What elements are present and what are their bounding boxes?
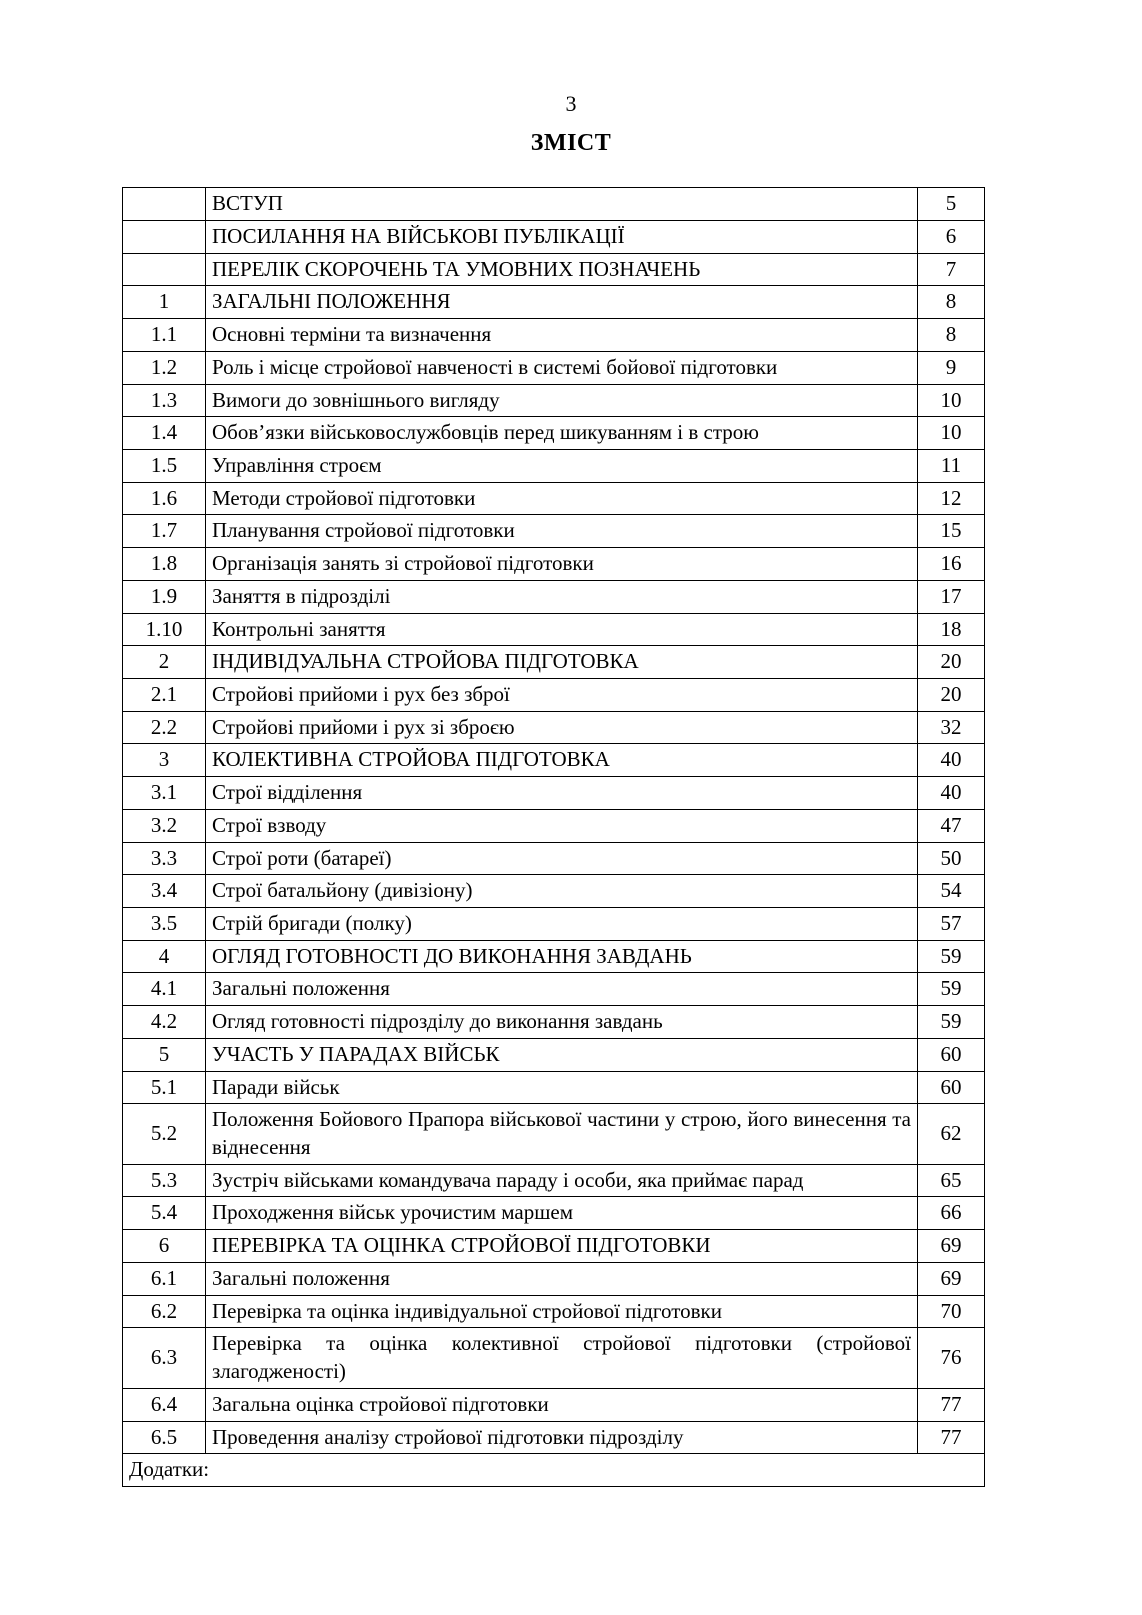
toc-row xyxy=(123,188,985,221)
toc-row xyxy=(123,744,985,777)
toc-row-number xyxy=(123,220,206,253)
toc-row-title: Проходження військ урочистим маршем xyxy=(206,1197,918,1230)
toc-row-title: Методи стройової підготовки xyxy=(206,482,918,515)
toc-row-number: 5 xyxy=(123,1038,206,1071)
toc-row-title: Зустріч військами командувача параду і особи, яка приймає парад xyxy=(206,1164,918,1197)
toc-row-title: ВСТУП xyxy=(206,188,918,221)
toc-row-title: ІНДИВІДУАЛЬНА СТРОЙОВА ПІДГОТОВКА xyxy=(206,646,918,679)
toc-row-title: ОГЛЯД ГОТОВНОСТІ ДО ВИКОНАННЯ ЗАВДАНЬ xyxy=(206,940,918,973)
toc-row-title: Строї роти (батареї) xyxy=(206,842,918,875)
toc-row-page: 8 xyxy=(918,319,985,352)
toc-row-title: Роль і місце стройової навченості в системі бойової підготовки xyxy=(206,351,918,384)
toc-row xyxy=(123,384,985,417)
toc-row xyxy=(123,875,985,908)
toc-row-title: Загальні положення xyxy=(206,1262,918,1295)
toc-row-title: ПОСИЛАННЯ НА ВІЙСЬКОВІ ПУБЛІКАЦІЇ xyxy=(206,220,918,253)
toc-row-number: 6.5 xyxy=(123,1421,206,1454)
toc-row-number: 1.8 xyxy=(123,548,206,581)
toc-row-number: 1.1 xyxy=(123,319,206,352)
toc-row-page: 65 xyxy=(918,1164,985,1197)
toc-row-title: ПЕРЕЛІК СКОРОЧЕНЬ ТА УМОВНИХ ПОЗНАЧЕНЬ xyxy=(206,253,918,286)
toc-row-title: Проведення аналізу стройової підготовки підрозділу xyxy=(206,1421,918,1454)
toc-row-title: Стройові прийоми і рух без зброї xyxy=(206,678,918,711)
toc-row-title: Стройові прийоми і рух зі зброєю xyxy=(206,711,918,744)
toc-row-title: Обов’язки військовослужбовців перед шикуванням і в строю xyxy=(206,417,918,450)
toc-row-title: Вимоги до зовнішнього вигляду xyxy=(206,384,918,417)
toc-row-page: 17 xyxy=(918,580,985,613)
toc-footer-body xyxy=(123,1454,985,1487)
toc-row-title: Строї відділення xyxy=(206,777,918,810)
toc-row xyxy=(123,482,985,515)
toc-row-page: 32 xyxy=(918,711,985,744)
toc-row-number: 1 xyxy=(123,286,206,319)
toc-row-title: Основні терміни та визначення xyxy=(206,319,918,352)
toc-row-page: 76 xyxy=(918,1328,985,1388)
toc-row-page: 10 xyxy=(918,384,985,417)
toc-row xyxy=(123,842,985,875)
toc-row-page: 59 xyxy=(918,940,985,973)
toc-row-number xyxy=(123,253,206,286)
toc-row xyxy=(123,1328,985,1388)
toc-row-page: 6 xyxy=(918,220,985,253)
toc-row xyxy=(123,515,985,548)
toc-row-number: 5.2 xyxy=(123,1104,206,1164)
page-number: 3 xyxy=(565,91,577,116)
toc-row-page: 5 xyxy=(918,188,985,221)
toc-row-page: 60 xyxy=(918,1071,985,1104)
toc-row-number: 6.2 xyxy=(123,1295,206,1328)
toc-row xyxy=(123,1295,985,1328)
toc-row-title: ПЕРЕВІРКА ТА ОЦІНКА СТРОЙОВОЇ ПІДГОТОВКИ xyxy=(206,1230,918,1263)
toc-row-page: 77 xyxy=(918,1388,985,1421)
toc-row-page: 16 xyxy=(918,548,985,581)
toc-row-title: Контрольні заняття xyxy=(206,613,918,646)
toc-row xyxy=(123,940,985,973)
toc-row xyxy=(123,1421,985,1454)
toc-row-number: 6.4 xyxy=(123,1388,206,1421)
toc-row-number: 3.3 xyxy=(123,842,206,875)
toc-row-page: 57 xyxy=(918,908,985,941)
toc-row-number: 4.2 xyxy=(123,1006,206,1039)
toc-row-number: 5.4 xyxy=(123,1197,206,1230)
toc-row-title: Строї взводу xyxy=(206,809,918,842)
toc-row-number: 1.4 xyxy=(123,417,206,450)
toc-row-title: УЧАСТЬ У ПАРАДАХ ВІЙСЬК xyxy=(206,1038,918,1071)
toc-footer-label: Додатки: xyxy=(123,1454,985,1487)
toc-body xyxy=(123,188,985,1454)
toc-row-page: 12 xyxy=(918,482,985,515)
toc-row xyxy=(123,220,985,253)
toc-row-page: 66 xyxy=(918,1197,985,1230)
toc-row-number: 6.3 xyxy=(123,1328,206,1388)
toc-row xyxy=(123,417,985,450)
toc-row xyxy=(123,449,985,482)
toc-row xyxy=(123,1230,985,1263)
toc-row-title: Огляд готовності підрозділу до виконання завдань xyxy=(206,1006,918,1039)
toc-row-page: 47 xyxy=(918,809,985,842)
toc-row-number: 3.4 xyxy=(123,875,206,908)
toc-row-title: Організація занять зі стройової підготовки xyxy=(206,548,918,581)
toc-row xyxy=(123,1164,985,1197)
toc-row xyxy=(123,809,985,842)
toc-row-number: 1.10 xyxy=(123,613,206,646)
toc-row xyxy=(123,351,985,384)
toc-row-title: Стрій бригади (полку) xyxy=(206,908,918,941)
toc-row xyxy=(123,1388,985,1421)
toc-row-title: Управління строєм xyxy=(206,449,918,482)
toc-row-number: 5.1 xyxy=(123,1071,206,1104)
toc-row xyxy=(123,711,985,744)
toc-row-number: 3.5 xyxy=(123,908,206,941)
toc-row xyxy=(123,1071,985,1104)
toc-row-page: 15 xyxy=(918,515,985,548)
toc-row xyxy=(123,580,985,613)
toc-row-page: 59 xyxy=(918,973,985,1006)
toc-row xyxy=(123,1197,985,1230)
toc-row-page: 62 xyxy=(918,1104,985,1164)
toc-row xyxy=(123,253,985,286)
toc-row-number: 2 xyxy=(123,646,206,679)
toc-row xyxy=(123,1006,985,1039)
toc-table xyxy=(122,187,985,1487)
toc-row xyxy=(123,1262,985,1295)
toc-footer-row xyxy=(123,1454,985,1487)
toc-row-page: 9 xyxy=(918,351,985,384)
toc-row-page: 50 xyxy=(918,842,985,875)
toc-row-number: 6 xyxy=(123,1230,206,1263)
toc-row-page: 20 xyxy=(918,678,985,711)
toc-row-number: 2.2 xyxy=(123,711,206,744)
toc-row-number: 3 xyxy=(123,744,206,777)
toc-row-page: 70 xyxy=(918,1295,985,1328)
toc-row xyxy=(123,777,985,810)
toc-row xyxy=(123,548,985,581)
toc-row xyxy=(123,1038,985,1071)
toc-row-number: 2.1 xyxy=(123,678,206,711)
toc-row-page: 7 xyxy=(918,253,985,286)
toc-row xyxy=(123,1104,985,1164)
toc-row-title: Паради військ xyxy=(206,1071,918,1104)
toc-row xyxy=(123,613,985,646)
toc-row-number: 5.3 xyxy=(123,1164,206,1197)
toc-row-number: 3.2 xyxy=(123,809,206,842)
toc-row-title: Перевірка та оцінка колективної стройової підготовки (стройової злагодженості) xyxy=(206,1328,918,1388)
toc-row-page: 10 xyxy=(918,417,985,450)
toc-row-page: 69 xyxy=(918,1230,985,1263)
toc-row-page: 8 xyxy=(918,286,985,319)
toc-row xyxy=(123,973,985,1006)
toc-row-page: 59 xyxy=(918,1006,985,1039)
toc-row-page: 40 xyxy=(918,744,985,777)
toc-row-page: 11 xyxy=(918,449,985,482)
toc-row-number: 6.1 xyxy=(123,1262,206,1295)
toc-row-title: Загальна оцінка стройової підготовки xyxy=(206,1388,918,1421)
toc-row-page: 77 xyxy=(918,1421,985,1454)
toc-row-number xyxy=(123,188,206,221)
toc-row xyxy=(123,286,985,319)
toc-row-number: 1.7 xyxy=(123,515,206,548)
page-title: ЗМІСТ xyxy=(530,130,612,157)
toc-row-title: Заняття в підрозділі xyxy=(206,580,918,613)
toc-row-page: 20 xyxy=(918,646,985,679)
toc-row-page: 40 xyxy=(918,777,985,810)
toc-row-title: Перевірка та оцінка індивідуальної стройової підготовки xyxy=(206,1295,918,1328)
toc-row-page: 18 xyxy=(918,613,985,646)
toc-row-number: 3.1 xyxy=(123,777,206,810)
toc-row-number: 1.9 xyxy=(123,580,206,613)
toc-row-title: ЗАГАЛЬНІ ПОЛОЖЕННЯ xyxy=(206,286,918,319)
toc-row xyxy=(123,646,985,679)
toc-row-title: Положення Бойового Прапора військової частини у строю, його винесення та віднесення xyxy=(206,1104,918,1164)
toc-row-page: 60 xyxy=(918,1038,985,1071)
toc-row-page: 54 xyxy=(918,875,985,908)
toc-row-number: 4 xyxy=(123,940,206,973)
toc-row-title: Загальні положення xyxy=(206,973,918,1006)
toc-row-page: 69 xyxy=(918,1262,985,1295)
toc-row xyxy=(123,908,985,941)
toc-row-number: 1.3 xyxy=(123,384,206,417)
toc-row-number: 4.1 xyxy=(123,973,206,1006)
toc-row xyxy=(123,678,985,711)
toc-row-title: Планування стройової підготовки xyxy=(206,515,918,548)
toc-row-number: 1.6 xyxy=(123,482,206,515)
toc-row xyxy=(123,319,985,352)
toc-row-title: КОЛЕКТИВНА СТРОЙОВА ПІДГОТОВКА xyxy=(206,744,918,777)
toc-row-title: Строї батальйону (дивізіону) xyxy=(206,875,918,908)
toc-row-number: 1.5 xyxy=(123,449,206,482)
toc-row-number: 1.2 xyxy=(123,351,206,384)
